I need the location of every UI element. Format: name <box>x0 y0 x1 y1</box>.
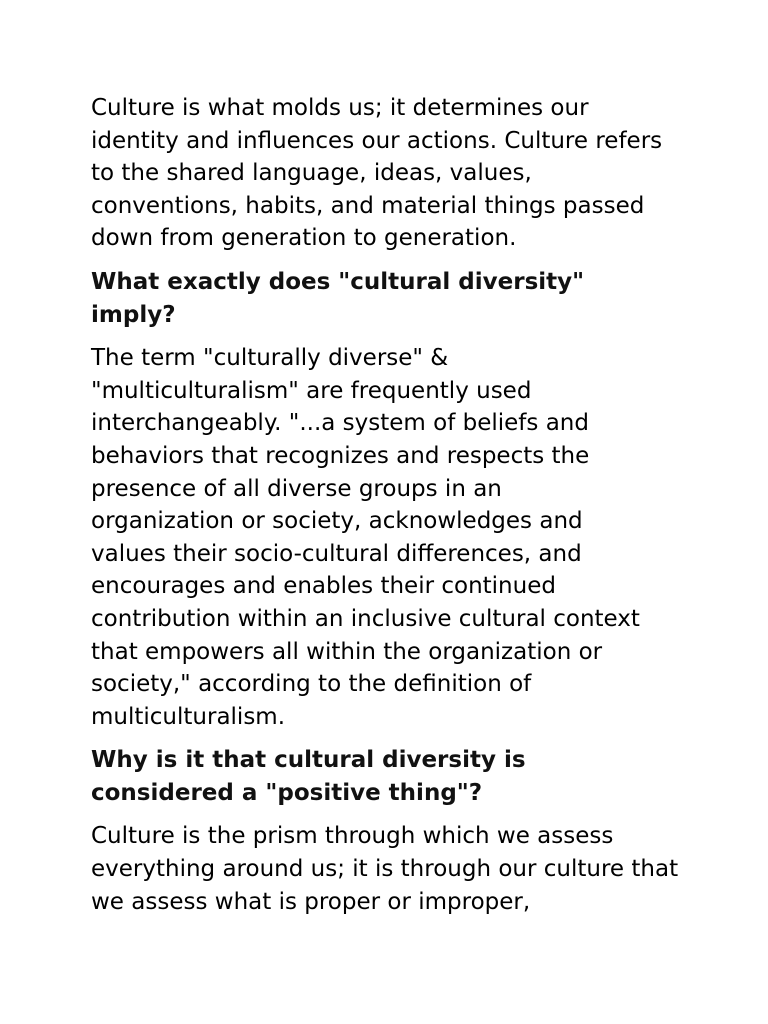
multiculturalism-paragraph: The term "culturally diverse" & "multiculturalism" are frequently used interchangeably. "...a system of beliefs and behaviors that recognizes and respects the presence of all diverse groups in an organization or society, acknowledges and values their socio-cultural differences, and encourages and enables their continued contribution within an inclusive cultural context that empowers all within the organization or society," according to the definition of multiculturalism. <box>91 345 640 730</box>
section-heading-positive-thing: Why is it that cultural diversity is considered a "positive thing"? <box>91 747 526 806</box>
document-body <box>91 92 691 918</box>
section-heading-cultural-diversity: What exactly does "cultural diversity" imply? <box>91 268 585 328</box>
intro-paragraph: Culture is what molds us; it determines our identity and influences our actions. Culture refers to the shared language, ideas, values, conventions, habits, and material things passed down from generation to generation. <box>91 95 663 252</box>
culture-prism-paragraph: Culture is the prism through which we assess everything around us; it is through our culture that we assess what is proper or improper, <box>91 823 679 915</box>
